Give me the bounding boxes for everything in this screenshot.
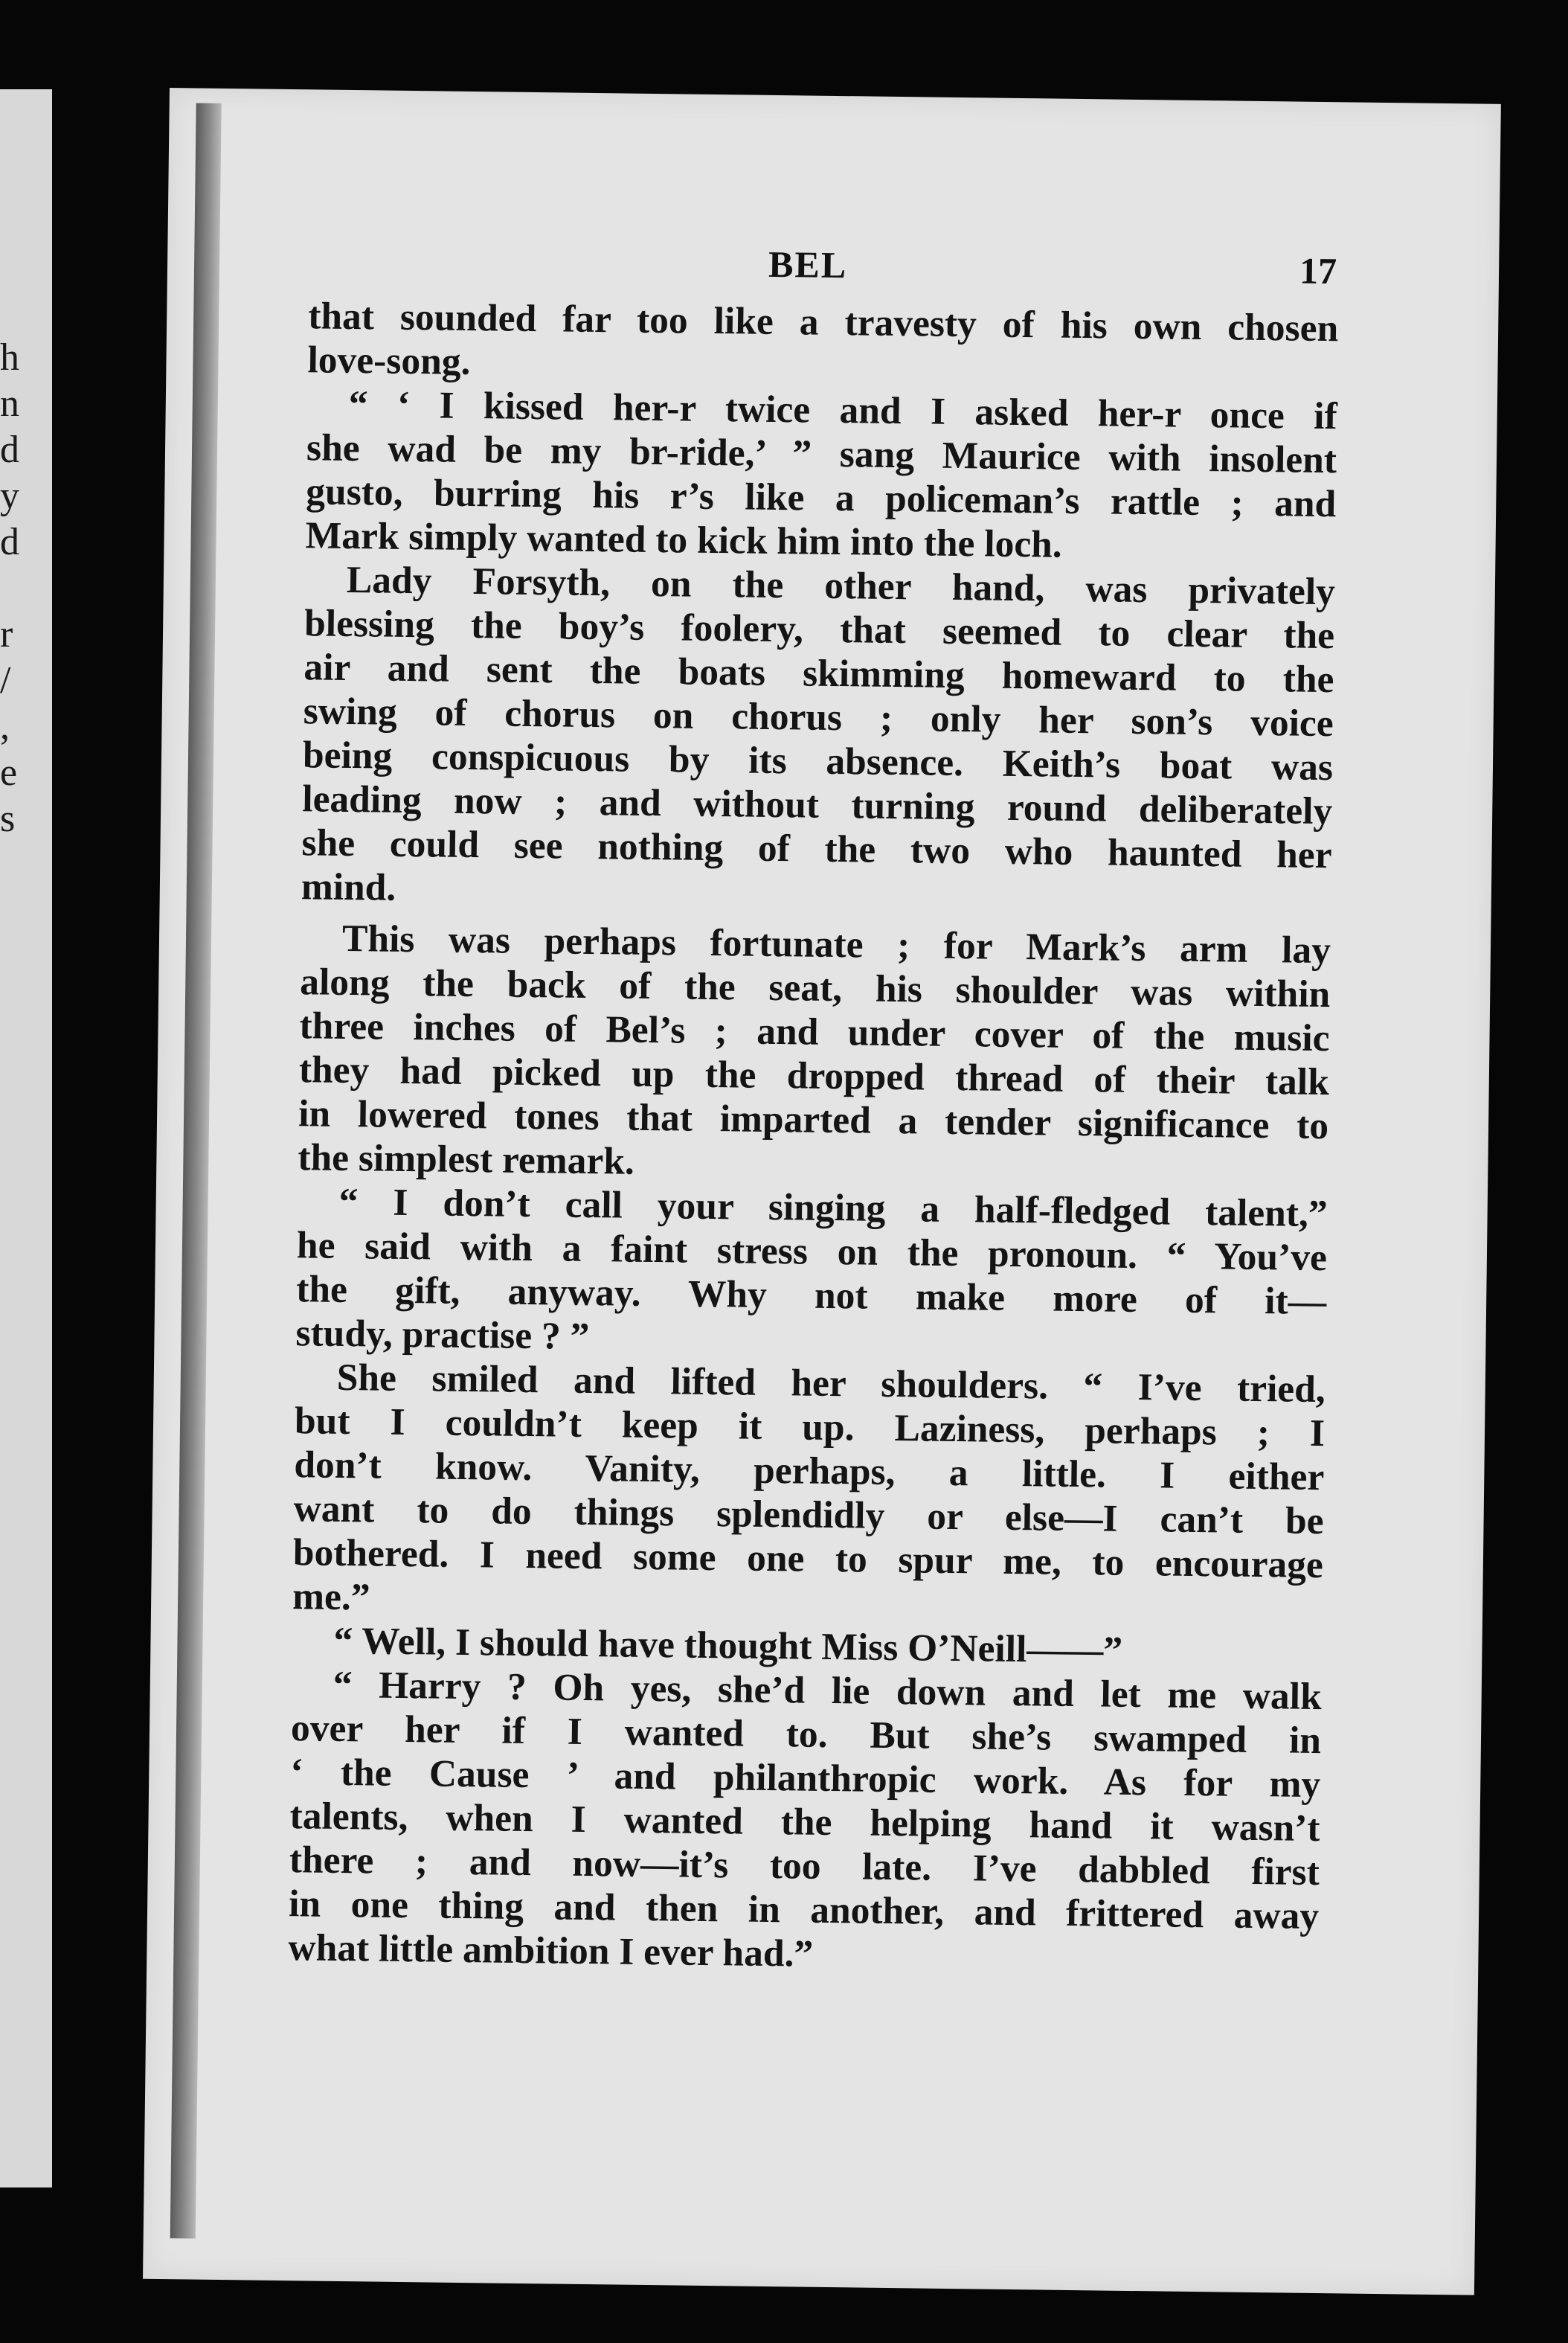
text-line: there ; and now—it’s too late. I’ve dabbled first [289,1839,1320,1894]
text-line: gusto, burring his r’s like a policeman’s rattle ; and [306,470,1337,526]
previous-page-letter: , [0,705,10,748]
text-line: they had picked up the dropped thread of their talk [298,1048,1330,1104]
text-line: don’t know. Vanity, perhaps, a little. I either [294,1443,1325,1499]
text-line: “ Harry ? Oh yes, she’d lie down and let me walk [332,1663,1323,1719]
text-line: leading now ; and without turning round deliberately [301,778,1333,833]
text-line: he said with a faint stress on the pronoun. “ You’ve [296,1224,1328,1280]
text-line: three inches of Bel’s ; and under cover of the music [299,1004,1330,1060]
running-head [168,235,1500,292]
text-line: “ ‘ I kissed her-r twice and I asked her-r once if [348,382,1338,438]
previous-page-letter: d [0,521,19,563]
text-line: over her if I wanted to. But she’s swamped in [290,1707,1322,1763]
text-line: in one thing and then in another, and frittered away [288,1882,1320,1938]
text-line: study, practise ? ” [295,1312,590,1359]
body-text [288,294,1338,1982]
text-line: “ I don’t call your singing a half-fledged talent,” [338,1180,1328,1236]
text-line: in lowered tones that imparted a tender significance to [298,1092,1329,1148]
text-line: along the back of the seat, his shoulder was within [299,961,1331,1016]
text-line: blessing the boy’s foolery, that seemed to clear the [303,602,1335,658]
running-title: BEL [768,243,848,286]
text-line: me.” [292,1575,370,1619]
previous-page-letter: / [0,659,11,702]
text-line: ‘ the Cause ’ and philanthropic work. As for my [290,1751,1321,1807]
text-line: air and sent the boats skimming homeward to the [303,646,1334,702]
previous-page-letter: r [0,613,13,656]
text-line: she could see nothing of the two who haunted her [301,821,1332,877]
previous-page-letter: h [0,336,19,379]
text-line: Mark simply wanted to kick him into the loch. [305,514,1063,566]
previous-page-letter: e [0,751,18,794]
text-line: talents, when I wanted the helping hand it wasn’t [289,1795,1320,1850]
text-line: the simplest remark. [298,1136,635,1183]
text-line: mind. [301,865,396,909]
page-gutter [170,103,222,2238]
previous-page-edge [0,89,52,2187]
text-line: but I couldn’t keep it up. Laziness, perhaps ; I [294,1400,1326,1455]
text-line: This was perhaps fortunate ; for Mark’s arm lay [341,917,1331,972]
text-line: want to do things splendidly or else—I can’t be [293,1487,1324,1543]
text-line: bothered. I need some one to spur me, to encourage [292,1531,1324,1587]
text-line: “ Well, I should have thought Miss O’Neill——” [333,1619,1123,1672]
text-line: she wad be my br-ride,’ ” sang Maurice with insolent [306,426,1337,482]
previous-page-letter: y [0,475,19,517]
text-line: love-song. [307,339,471,383]
text-line: that sounded far too like a travesty of his own chosen [307,295,1339,350]
text-line: what little ambition I ever had.” [288,1926,814,1975]
previous-page-letter: d [0,429,19,471]
text-line: She smiled and lifted her shoulders. “ I’ve tried, [336,1356,1326,1411]
previous-page-letter: s [0,798,16,840]
page-number: 17 [1299,249,1337,292]
previous-page-letter [0,565,30,612]
book-page [143,88,1501,2295]
previous-page-letter: n [0,382,19,425]
text-line: Lady Forsyth, on the other hand, was privately [346,558,1336,614]
text-line: being conspicuous by its absence. Keith’s boat was [302,734,1334,789]
previous-page-fragments [0,335,30,842]
text-line: the gift, anyway. Why not make more of it— [295,1268,1327,1324]
text-line: swing of chorus on chorus ; only her son’s voice [303,690,1334,746]
